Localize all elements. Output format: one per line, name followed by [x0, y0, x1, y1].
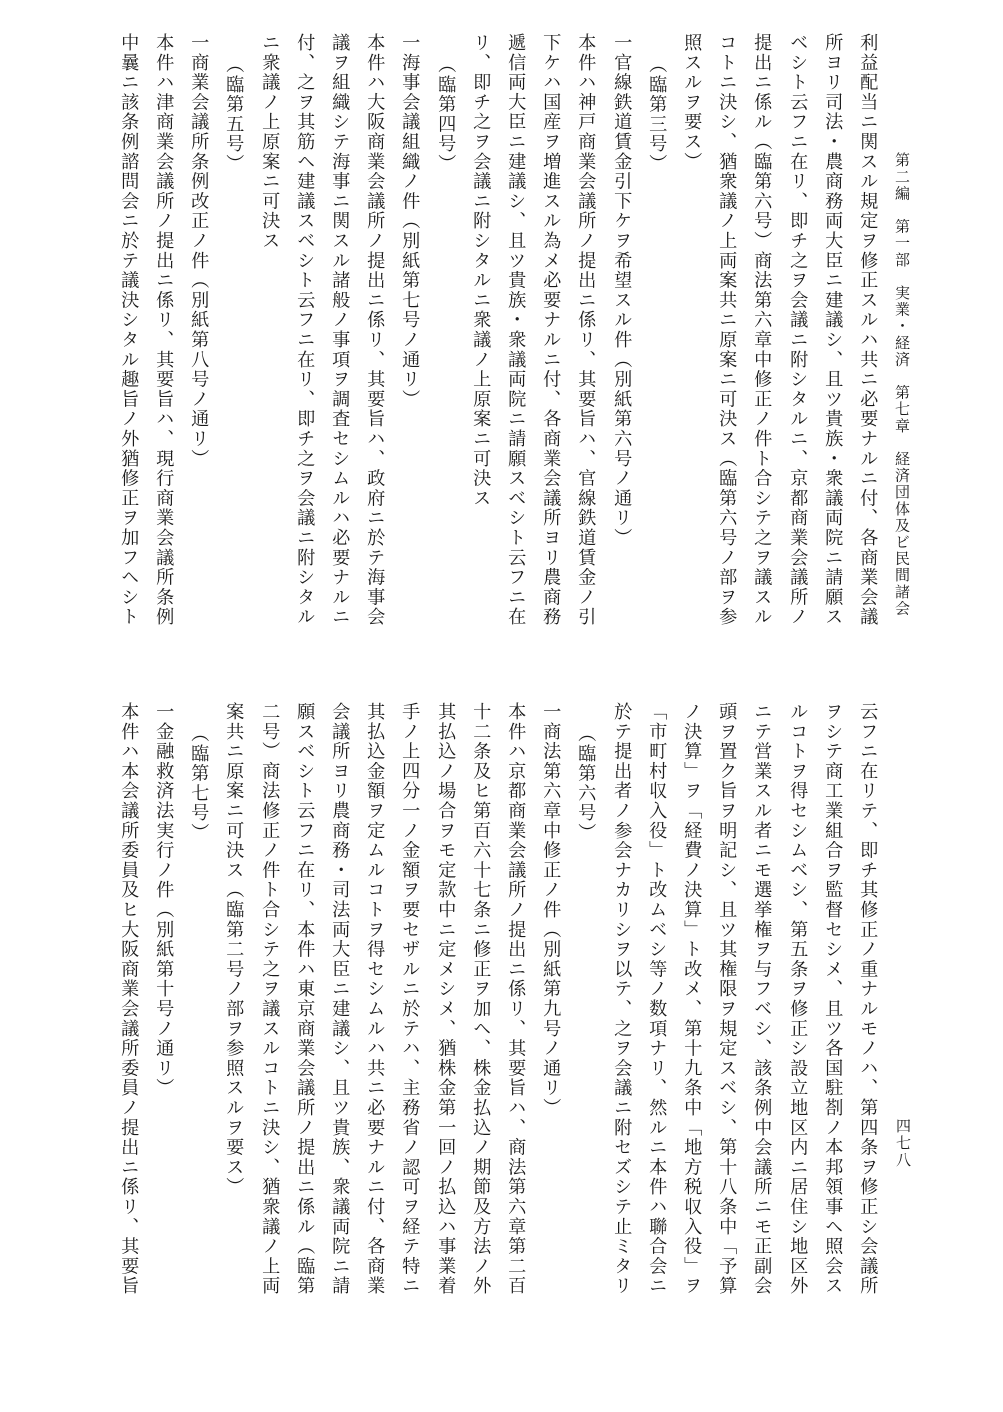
text-column: 本件ハ京都商業会議所ノ提出ニ係リ、其要旨ハ、商法第六章第二百: [505, 702, 527, 1296]
text-column: リ、即チ之ヲ会議ニ附シタルニ衆議ノ上原案ニ可決ス: [470, 33, 492, 509]
text-column: 会議所ヨリ農商務・司法両大臣ニ建議シ、且ツ貴族、衆議両院ニ請: [329, 702, 351, 1296]
text-column: 本件ハ津商業会議所ノ提出ニ係リ、其要旨ハ、現行商業会議所条例: [153, 33, 175, 627]
text-column: ルコトヲ得セシムベシ、第五条ヲ修正シ設立地区内ニ居住シ地区外: [787, 702, 809, 1296]
text-column: 頭ヲ置ク旨ヲ明記シ、且ツ其権限ヲ規定スベシ、第十八条中「予算: [716, 702, 738, 1296]
text-column: 付、之ヲ其筋ヘ建議スベシト云フニ在リ、即チ之ヲ会議ニ附シタル: [294, 33, 316, 627]
text-column: 所ヨリ司法・農商務両大臣ニ建議シ、且ツ貴族・衆議両院ニ請願ス: [822, 33, 844, 627]
text-column: ニテ営業スル者ニモ選挙権ヲ与フベシ、該条例中会議所ニモ正副会: [751, 702, 773, 1296]
text-column: 本件ハ神戸商業会議所ノ提出ニ係リ、其要旨ハ、官線鉄道賃金ノ引: [575, 33, 597, 627]
text-column: （臨第四号）: [435, 55, 457, 174]
text-column: 二号）商法修正ノ件ト合シテ之ヲ議スルコトニ決シ、猶衆議ノ上両: [259, 702, 281, 1296]
text-column: 下ケハ国産ヲ増進スル為メ必要ナルニ付、各商業会議所ヨリ農商務: [540, 33, 562, 627]
text-column: 願スベシト云フニ在リ、本件ハ東京商業会議所ノ提出ニ係ル（臨第: [294, 702, 316, 1296]
text-column: 一商業会議所条例改正ノ件（別紙第八号ノ通リ）: [188, 33, 210, 469]
text-column: 利益配当ニ関スル規定ヲ修正スルハ共ニ必要ナルニ付、各商業会議: [857, 33, 879, 627]
text-column: 遞信両大臣ニ建議シ、且ツ貴族・衆議両院ニ請願スベシト云フニ在: [505, 33, 527, 627]
page-number: 四七八: [894, 1118, 912, 1169]
text-column: 於テ提出者ノ参会ナカリシヲ以テ、之ヲ会議ニ附セズシテ止ミタリ: [611, 702, 633, 1296]
text-column: 手ノ上四分一ノ金額ヲ要セザルニ於テハ、主務省ノ認可ヲ経テ特ニ: [399, 702, 421, 1296]
text-column: （臨第七号）: [188, 724, 210, 843]
text-column: 其払込ノ場合ヲモ定款中ニ定メシメ、猶株金第一回ノ払込ハ事業着: [435, 702, 457, 1296]
text-column: ヲシテ商工業組合ヲ監督セシメ、且ツ各国駐剳ノ本邦領事ヘ照会ス: [822, 702, 844, 1296]
text-column: 云フニ在リテ、即チ其修正ノ重ナルモノハ、第四条ヲ修正シ会議所: [857, 702, 879, 1296]
text-column: 中曩ニ該条例諮問会ニ於テ議決シタル趣旨ノ外猶修正ヲ加フヘシト: [118, 33, 140, 627]
text-column: 案共ニ原案ニ可決ス（臨第二号ノ部ヲ参照スルヲ要ス）: [223, 702, 245, 1197]
text-column: 照スルヲ要ス）: [681, 33, 703, 172]
running-head: 第二編 第一部 実業・経済 第七章 経済団体及ビ民間諸会: [893, 152, 911, 617]
text-column: 一海事会議組織ノ件（別紙第七号ノ通リ）: [399, 33, 421, 410]
text-column: 「市町村収入役」ト改ムベシ等ノ数項ナリ、然ルニ本件ハ聯合会ニ: [646, 702, 668, 1296]
text-column: 其払込金額ヲ定ムルコトヲ得セシムルハ共ニ必要ナルニ付、各商業: [364, 702, 386, 1296]
text-column: 本件ハ大阪商業会議所ノ提出ニ係リ、其要旨ハ、政府ニ於テ海事会: [364, 33, 386, 627]
text-column: コトニ決シ、猶衆議ノ上両案共ニ原案ニ可決ス（臨第六号ノ部ヲ参: [716, 33, 738, 627]
text-column: ニ衆議ノ上原案ニ可決ス: [259, 33, 281, 251]
text-column: （臨第六号）: [575, 724, 597, 843]
text-column: ベシト云フニ在リ、即チ之ヲ会議ニ附シタルニ、京都商業会議所ノ: [787, 33, 809, 627]
text-column: 十二条及ヒ第百六十七条ニ修正ヲ加ヘ、株金払込ノ期節及方法ノ外: [470, 702, 492, 1296]
text-column: （臨第三号）: [646, 55, 668, 174]
text-column: 議ヲ組織シテ海事ニ関スル諸般ノ事項ヲ調査セシムルハ必要ナルニ: [329, 33, 351, 627]
text-column: 提出ニ係ル（臨第六号）商法第六章中修正ノ件ト合シテ之ヲ議スル: [751, 33, 773, 627]
text-column: （臨第五号）: [223, 55, 245, 174]
text-column: ノ決算」ヲ「経費ノ決算」ト改メ、第十九条中「地方税収入役」ヲ: [681, 702, 703, 1296]
text-column: 一商法第六章中修正ノ件（別紙第九号ノ通リ）: [540, 702, 562, 1118]
text-column: 一金融救済法実行ノ件（別紙第十号ノ通リ）: [153, 702, 175, 1098]
text-column: 本件ハ本会議所委員及ヒ大阪商業会議所委員ノ提出ニ係リ、其要旨: [118, 702, 140, 1296]
text-column: 一官線鉄道賃金引下ケヲ希望スル件（別紙第六号ノ通リ）: [611, 33, 633, 548]
